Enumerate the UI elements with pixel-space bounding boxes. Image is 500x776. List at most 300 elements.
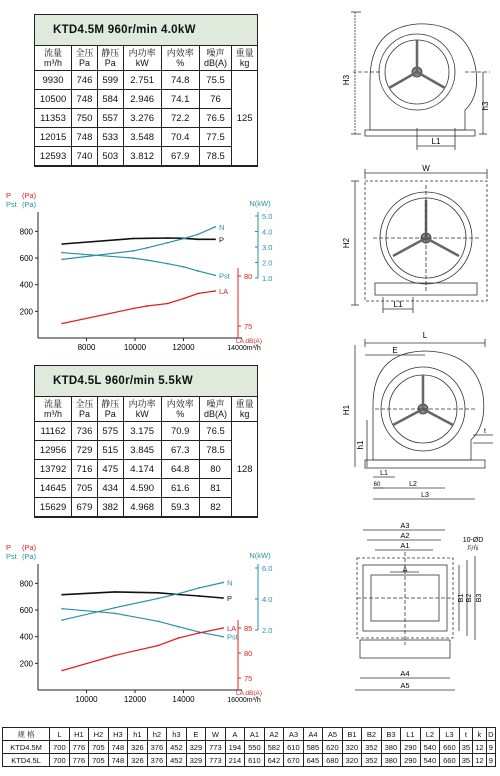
spec-table-ktd45l: [34, 365, 258, 518]
spec-cell: 716: [72, 460, 98, 479]
spec-header-text: 全压: [75, 48, 94, 58]
dim-cell: KTD4.5L: [3, 754, 50, 767]
series-label-la: LA: [219, 287, 229, 296]
spec-cell: 599: [97, 71, 123, 90]
spec-cell: 10500: [35, 90, 72, 109]
spec-cell: 81: [199, 479, 232, 498]
series-label-p: P: [219, 235, 225, 245]
dim-cell: 352: [362, 741, 382, 754]
dim-cell: 660: [440, 741, 460, 754]
spec-cell: 76.5: [199, 109, 232, 128]
dim-cell: 380: [381, 741, 401, 754]
dim-label-evenly: 均布: [466, 546, 480, 552]
dim-cell: 776: [69, 754, 89, 767]
dimension-table: [2, 727, 496, 767]
dim-header-cell: E: [186, 728, 206, 741]
series-point-p: [61, 243, 63, 245]
series-point-pst: [167, 263, 169, 265]
series-point-pst: [132, 257, 134, 259]
series-label-n: N: [219, 222, 225, 232]
series-point-n: [157, 597, 159, 599]
axis-label-pst-unit: (Pa): [22, 552, 37, 561]
spec-header-row: [35, 397, 257, 422]
spec-header-text: Pa: [104, 58, 116, 68]
spec-header-text: kW: [135, 58, 149, 68]
spec-cell: 11162: [35, 422, 72, 441]
dim-header-cell: B2: [362, 728, 382, 741]
series-point-n: [222, 582, 224, 584]
spec-table-grid: [35, 46, 257, 166]
dim-header-cell: k: [473, 728, 486, 741]
dim-cell: 9: [486, 754, 495, 767]
series-line-p: [62, 592, 223, 598]
dim-header-cell: t: [459, 728, 472, 741]
spec-header-text: 噪声: [206, 48, 225, 58]
spec-header-text: m³/h: [44, 409, 63, 419]
spec-header-cell: [72, 397, 98, 422]
spec-header-cell: [199, 397, 232, 422]
series-point-la: [61, 670, 63, 672]
spec-cell: 434: [97, 479, 123, 498]
spec-table-title: KTD4.5L 960r/min 5.5kW: [35, 366, 257, 397]
dim-cell: 352: [362, 754, 382, 767]
axis-label-la: LA dB(A): [236, 690, 263, 697]
dim-label-h3: H3: [342, 74, 351, 86]
spec-header-text: dB(A): [204, 409, 228, 419]
axis-label-pst-unit: (Pa): [22, 200, 37, 209]
spec-cell: 64.8: [161, 460, 199, 479]
spec-header-text: 流量: [44, 48, 63, 58]
series-point-n: [114, 607, 116, 609]
dim-header-cell: 规 格: [3, 728, 50, 741]
spec-cell: 59.3: [161, 498, 199, 517]
dim-label-a1: A1: [400, 541, 410, 550]
dim-header-cell: H1: [69, 728, 89, 741]
dim-header-cell: A5: [323, 728, 343, 741]
x-axis-label: 14000m³/h: [227, 345, 261, 352]
dim-cell: KTD4.5M: [3, 741, 50, 754]
spec-cell: 70.4: [161, 128, 199, 147]
dim-label-holes: 10-ØD: [462, 537, 484, 544]
spec-cell: 3.845: [123, 441, 161, 460]
spec-cell: 9930: [35, 71, 72, 90]
spec-header-cell: [232, 46, 257, 71]
dim-label-a: A: [402, 565, 408, 574]
spec-cell: 750: [72, 109, 98, 128]
axis-label-p: P: [6, 191, 12, 200]
series-point-n: [146, 247, 148, 249]
dim-cell: 320: [342, 741, 362, 754]
dim-cell: 700: [50, 741, 70, 754]
la-tick-label: 80: [244, 272, 253, 281]
spec-header-cell: [97, 397, 123, 422]
dim-cell: 773: [206, 741, 226, 754]
series-label-la: LA: [227, 624, 237, 633]
dim-cell: 329: [186, 741, 206, 754]
series-point-n: [178, 593, 180, 595]
spec-cell: 503: [97, 147, 123, 166]
n-tick-label: 4.0: [262, 227, 273, 237]
dim-header-cell: h2: [147, 728, 167, 741]
series-point-p: [222, 597, 224, 599]
spec-cell: 74.8: [161, 71, 199, 90]
series-point-pst: [146, 259, 148, 261]
left-tick-label: 200: [19, 659, 33, 669]
series-line-la: [62, 628, 223, 671]
spec-cell: 475: [97, 460, 123, 479]
performance-chart-ktd45l: [0, 540, 300, 710]
dim-cell: 194: [225, 741, 245, 754]
dim-cell: 540: [420, 741, 440, 754]
spec-header-text: 内功率: [128, 48, 156, 58]
spec-cell: 736: [72, 422, 98, 441]
dim-cell: 680: [323, 754, 343, 767]
series-point-pst: [214, 274, 216, 276]
spec-header-text: 重量: [235, 399, 254, 409]
left-tick-label: 800: [19, 579, 33, 589]
spec-cell: 82: [199, 498, 232, 517]
spec-header-text: kg: [239, 409, 250, 419]
dim-cell: 550: [245, 741, 265, 754]
spec-cell: 4.590: [123, 479, 161, 498]
series-label-pst: Pst: [227, 632, 238, 642]
spec-table-ktd45m: [34, 14, 258, 167]
axis-label-n: N(kW): [249, 199, 271, 208]
dim-cell: 610: [245, 754, 265, 767]
dim-cell: 320: [342, 754, 362, 767]
series-point-pst: [197, 270, 199, 272]
series-point-pst: [61, 608, 63, 610]
spec-data-row: [35, 147, 257, 166]
dim-label-h1-small: h1: [356, 440, 365, 450]
dim-label-w: W: [422, 164, 430, 173]
axis-label-p-unit: (Pa): [22, 543, 37, 552]
dim-cell: 748: [108, 741, 128, 754]
spec-header-text: kW: [135, 409, 149, 419]
spec-cell: 3.175: [123, 422, 161, 441]
spec-cell: 12015: [35, 128, 72, 147]
dim-cell: 773: [206, 754, 226, 767]
fan-front-view-drawing: [335, 163, 495, 313]
series-point-n: [183, 238, 185, 240]
fan-side-view-drawing: [335, 10, 495, 160]
spec-cell: 76: [199, 90, 232, 109]
spec-cell: 3.812: [123, 147, 161, 166]
series-point-n: [61, 619, 63, 621]
spec-header-cell: [232, 397, 257, 422]
series-point-la: [61, 323, 63, 325]
x-tick-label: 10000: [75, 695, 98, 704]
dim-data-row: [3, 741, 496, 754]
dim-cell: 380: [381, 754, 401, 767]
left-tick-label: 600: [19, 254, 33, 263]
dim-label-l2: L2: [409, 481, 417, 488]
series-point-pst: [114, 612, 116, 614]
series-point-p: [157, 592, 159, 594]
spec-header-text: Pa: [78, 409, 90, 419]
spec-cell: 584: [97, 90, 123, 109]
spec-header-text: 流量: [44, 399, 63, 409]
axis-label-n: N(kW): [249, 551, 271, 560]
spec-table-grid: [35, 397, 257, 517]
dim-cell: 585: [303, 741, 323, 754]
dim-header-cell: L2: [420, 728, 440, 741]
spec-cell: 2.946: [123, 90, 161, 109]
axis-label-pst: Pst: [6, 200, 17, 209]
dim-cell: 642: [264, 754, 284, 767]
series-point-la: [222, 627, 224, 629]
spec-header-text: 重量: [235, 48, 254, 58]
dim-cell: 376: [147, 754, 167, 767]
spec-data-row: [35, 109, 257, 128]
spec-cell: 13792: [35, 460, 72, 479]
spec-cell: 748: [72, 90, 98, 109]
dim-cell: 214: [225, 754, 245, 767]
dim-header-cell: H3: [108, 728, 128, 741]
dim-header-cell: A1: [245, 728, 265, 741]
series-point-la: [132, 308, 134, 310]
spec-data-row: [35, 128, 257, 147]
dim-cell: 376: [147, 741, 167, 754]
series-point-la: [157, 645, 159, 647]
spec-header-text: m³/h: [44, 58, 63, 68]
dim-cell: 748: [108, 754, 128, 767]
series-point-p: [197, 238, 199, 240]
n-tick-label: 4.0: [262, 595, 273, 604]
spec-header-text: 静压: [101, 399, 120, 409]
left-tick-label: 400: [19, 632, 33, 642]
series-point-la: [197, 293, 199, 295]
dim-label-h2: H2: [342, 237, 351, 249]
dim-header-cell: h3: [167, 728, 187, 741]
dim-label-a4: A4: [400, 669, 410, 678]
series-point-la: [183, 298, 185, 300]
dim-header-cell: B3: [381, 728, 401, 741]
dim-cell: 9: [486, 741, 495, 754]
series-line-p: [62, 238, 215, 244]
spec-header-text: 全压: [75, 399, 94, 409]
spec-cell: 3.276: [123, 109, 161, 128]
fan-side-motor-drawing: [335, 325, 495, 515]
dim-data-row: [3, 754, 496, 767]
series-point-la: [178, 637, 180, 639]
dim-header-cell: L1: [401, 728, 421, 741]
dim-header-cell: D: [488, 729, 494, 739]
spec-cell: 74.1: [161, 90, 199, 109]
spec-header-text: 内效率: [166, 399, 194, 409]
x-tick-label: 8000: [77, 343, 96, 352]
dim-cell: 290: [401, 741, 421, 754]
dim-label-b2: B2: [466, 593, 473, 603]
spec-data-row: [35, 71, 257, 90]
dim-cell: 660: [440, 754, 460, 767]
axis-label-p-unit: (Pa): [22, 191, 37, 200]
dim-label-h1: H1: [342, 404, 351, 416]
dim-cell: 700: [50, 754, 70, 767]
dim-header-row: [3, 728, 496, 741]
dim-cell: 705: [89, 741, 109, 754]
spec-header-cell: [123, 397, 161, 422]
dim-header-cell: h1: [128, 728, 148, 741]
series-point-p: [61, 594, 63, 596]
spec-header-text: kg: [239, 58, 250, 68]
dim-label-l1: L1: [431, 137, 441, 146]
la-tick-label: 85: [244, 624, 253, 633]
spec-cell: 729: [72, 441, 98, 460]
dim-label-l1: L1: [393, 300, 403, 309]
spec-data-row: [35, 441, 257, 460]
spec-header-text: %: [176, 409, 185, 419]
spec-data-row: [35, 460, 257, 479]
spec-cell: 72.2: [161, 109, 199, 128]
spec-cell: 4.174: [123, 460, 161, 479]
spec-header-cell: [161, 397, 199, 422]
spec-cell: 11353: [35, 109, 72, 128]
spec-data-row: [35, 498, 257, 517]
dim-header-cell: L3: [440, 728, 460, 741]
left-tick-label: 400: [19, 280, 33, 290]
dim-label-60: 60: [373, 482, 381, 488]
spec-header-cell: [35, 397, 72, 422]
left-tick-label: 600: [19, 606, 33, 615]
x-axis-label: 16000m³/h: [227, 697, 261, 704]
dim-cell: 776: [69, 741, 89, 754]
left-tick-label: 200: [19, 307, 33, 317]
series-label-pst: Pst: [219, 271, 230, 281]
dim-label-t: t: [484, 428, 486, 435]
spec-cell: 515: [97, 441, 123, 460]
x-tick-label: 12000: [172, 343, 195, 352]
spec-cell: 70.9: [161, 422, 199, 441]
dim-cell: 670: [284, 754, 304, 767]
spec-header-text: Pa: [78, 58, 90, 68]
spec-header-cell: [97, 46, 123, 71]
n-tick-label: 2.0: [262, 258, 273, 268]
series-point-la: [167, 303, 169, 305]
dim-cell: 329: [186, 754, 206, 767]
series-point-p: [214, 238, 216, 240]
dim-cell: 326: [128, 741, 148, 754]
spec-header-text: %: [176, 58, 185, 68]
x-tick-label: 12000: [123, 695, 147, 704]
series-point-la: [198, 632, 200, 634]
dim-cell: 540: [420, 754, 440, 767]
spec-cell: 12593: [35, 147, 72, 166]
series-point-pst: [157, 620, 159, 622]
la-tick-label: 75: [244, 322, 253, 331]
dim-label-l: L: [422, 331, 428, 340]
dim-label-b1: B1: [458, 593, 465, 603]
n-tick-label: 1.0: [262, 274, 273, 283]
dim-label-l1: L1: [380, 470, 388, 477]
spec-header-text: 内效率: [166, 48, 194, 58]
series-label-p: P: [227, 594, 233, 603]
spec-cell: 705: [72, 479, 98, 498]
spec-cell: 80: [199, 460, 232, 479]
dim-cell: 645: [303, 754, 323, 767]
dim-label-l3: L3: [421, 492, 429, 499]
spec-header-cell: [35, 46, 72, 71]
spec-header-cell: [199, 46, 232, 71]
x-tick-label: 14000: [172, 695, 195, 704]
series-point-p: [146, 237, 148, 239]
spec-cell: 4.968: [123, 498, 161, 517]
n-tick-label: 2.0: [262, 626, 273, 635]
dim-label-b3: B3: [476, 593, 483, 603]
spec-cell: 3.548: [123, 128, 161, 147]
spec-header-text: Pa: [104, 409, 116, 419]
dim-header-cell: A: [225, 728, 245, 741]
spec-cell: 746: [72, 71, 98, 90]
series-point-n: [198, 587, 200, 589]
spec-cell: 76.5: [199, 422, 232, 441]
x-tick-label: 10000: [123, 343, 147, 352]
spec-data-row: [35, 422, 257, 441]
series-point-p: [167, 237, 169, 239]
dim-header-cell: L: [50, 728, 70, 741]
dim-cell: 452: [167, 741, 187, 754]
dim-header-cell: W: [206, 728, 226, 741]
dim-cell: 452: [167, 754, 187, 767]
series-point-pst: [178, 626, 180, 628]
dim-header-cell: A3: [284, 728, 304, 741]
dim-label-a3: A3: [400, 521, 410, 530]
n-tick-label: 3.0: [262, 243, 273, 252]
dimension-table-grid: [2, 727, 496, 767]
spec-cell: 748: [72, 128, 98, 147]
dim-header-cell: A2: [264, 728, 284, 741]
dim-cell: 12: [473, 741, 486, 754]
spec-cell: 2.751: [123, 71, 161, 90]
dim-header-cell: H2: [89, 728, 109, 741]
spec-cell: 533: [97, 128, 123, 147]
spec-cell: 12956: [35, 441, 72, 460]
spec-header-cell: [72, 46, 98, 71]
series-point-n: [61, 259, 63, 261]
series-point-n: [167, 242, 169, 244]
axis-label-pst: Pst: [6, 552, 17, 561]
series-point-la: [214, 290, 216, 292]
dim-label-h3-small: h3: [481, 101, 490, 111]
series-point-p: [132, 238, 134, 240]
series-point-n: [214, 226, 216, 228]
series-point-la: [114, 655, 116, 657]
dim-header-cell: B1: [342, 728, 362, 741]
dim-cell: 620: [323, 741, 343, 754]
spec-cell: 77.5: [199, 128, 232, 147]
dim-label-a5: A5: [400, 681, 410, 690]
left-tick-label: 800: [19, 227, 33, 237]
spec-weight-cell: 125: [232, 71, 257, 166]
dim-cell: 35: [459, 754, 472, 767]
series-point-la: [146, 305, 148, 307]
series-point-n: [132, 250, 134, 252]
dim-header-cell: A4: [303, 728, 323, 741]
spec-weight-cell: 128: [232, 422, 257, 517]
spec-cell: 557: [97, 109, 123, 128]
fan-outlet-plan-drawing: [335, 520, 500, 715]
n-tick-label: 6.0: [262, 564, 273, 573]
spec-header-cell: [161, 46, 199, 71]
spec-cell: 382: [97, 498, 123, 517]
spec-cell: 679: [72, 498, 98, 517]
series-point-pst: [222, 636, 224, 638]
spec-cell: 75.5: [199, 71, 232, 90]
dim-cell: 610: [284, 741, 304, 754]
series-point-pst: [61, 252, 63, 254]
dim-cell: 290: [401, 754, 421, 767]
dim-cell: 326: [128, 754, 148, 767]
